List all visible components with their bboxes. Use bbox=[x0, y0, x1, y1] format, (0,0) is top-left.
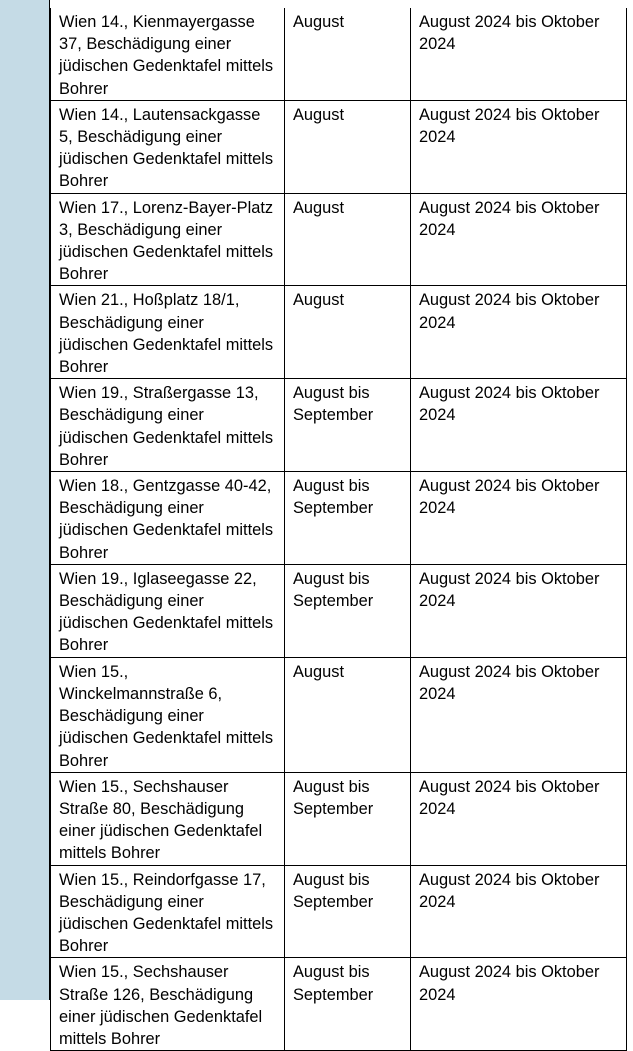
table-row bbox=[51, 100, 627, 193]
time-cell: August bis September bbox=[285, 564, 411, 657]
table-row bbox=[51, 958, 627, 1051]
place-cell: Wien 18., Gentzgasse 40-42, Beschädigung einer jüdischen Gedenktafel mittels Bohrer bbox=[51, 472, 285, 565]
table-row bbox=[51, 772, 627, 865]
table-row bbox=[51, 286, 627, 379]
period-cell: August 2024 bis Oktober 2024 bbox=[411, 865, 627, 958]
period-cell: August 2024 bis Oktober 2024 bbox=[411, 193, 627, 286]
place-cell: Wien 19., Iglaseegasse 22, Beschädigung einer jüdischen Gedenktafel mittels Bohrer bbox=[51, 564, 285, 657]
place-cell: Wien 14., Lautensackgasse 5, Beschädigung einer jüdischen Gedenktafel mittels Bohrer bbox=[51, 100, 285, 193]
period-cell: August 2024 bis Oktober 2024 bbox=[411, 958, 627, 1051]
period-cell: August 2024 bis Oktober 2024 bbox=[411, 286, 627, 379]
period-cell: August 2024 bis Oktober 2024 bbox=[411, 772, 627, 865]
time-cell: August bis September bbox=[285, 772, 411, 865]
time-cell: August bbox=[285, 286, 411, 379]
period-cell: August 2024 bis Oktober 2024 bbox=[411, 379, 627, 472]
time-cell: August bbox=[285, 193, 411, 286]
place-cell: Wien 14., Kienmayergasse 37, Beschädigung einer jüdischen Gedenktafel mittels Bohrer bbox=[51, 8, 285, 100]
period-cell: August 2024 bis Oktober 2024 bbox=[411, 8, 627, 100]
period-cell: August 2024 bis Oktober 2024 bbox=[411, 564, 627, 657]
table-row bbox=[51, 379, 627, 472]
time-cell: August bis September bbox=[285, 958, 411, 1051]
incident-table bbox=[50, 8, 627, 1051]
table-row bbox=[51, 865, 627, 958]
time-cell: August bis September bbox=[285, 379, 411, 472]
table-row bbox=[51, 472, 627, 565]
time-cell: August bbox=[285, 8, 411, 100]
left-header-column bbox=[0, 0, 50, 1000]
table-row bbox=[51, 193, 627, 286]
time-cell: August bbox=[285, 657, 411, 772]
table-row bbox=[51, 657, 627, 772]
period-cell: August 2024 bis Oktober 2024 bbox=[411, 472, 627, 565]
time-cell: August bis September bbox=[285, 865, 411, 958]
table-row bbox=[51, 8, 627, 100]
place-cell: Wien 15., Sechshauser Straße 80, Beschädigung einer jüdischen Gedenktafel mittels Bohrer bbox=[51, 772, 285, 865]
place-cell: Wien 15., Winckelmannstraße 6, Beschädigung einer jüdischen Gedenktafel mittels Bohrer bbox=[51, 657, 285, 772]
place-cell: Wien 15., Reindorfgasse 17, Beschädigung einer jüdischen Gedenktafel mittels Bohrer bbox=[51, 865, 285, 958]
place-cell: Wien 21., Hoßplatz 18/1, Beschädigung einer jüdischen Gedenktafel mittels Bohrer bbox=[51, 286, 285, 379]
time-cell: August bis September bbox=[285, 472, 411, 565]
place-cell: Wien 19., Straßergasse 13, Beschädigung einer jüdischen Gedenktafel mittels Bohrer bbox=[51, 379, 285, 472]
table-row bbox=[51, 564, 627, 657]
period-cell: August 2024 bis Oktober 2024 bbox=[411, 100, 627, 193]
time-cell: August bbox=[285, 100, 411, 193]
place-cell: Wien 15., Sechshauser Straße 126, Beschädigung einer jüdischen Gedenktafel mittels Bohrer bbox=[51, 958, 285, 1051]
period-cell: August 2024 bis Oktober 2024 bbox=[411, 657, 627, 772]
place-cell: Wien 17., Lorenz-Bayer-Platz 3, Beschädigung einer jüdischen Gedenktafel mittels Bohrer bbox=[51, 193, 285, 286]
